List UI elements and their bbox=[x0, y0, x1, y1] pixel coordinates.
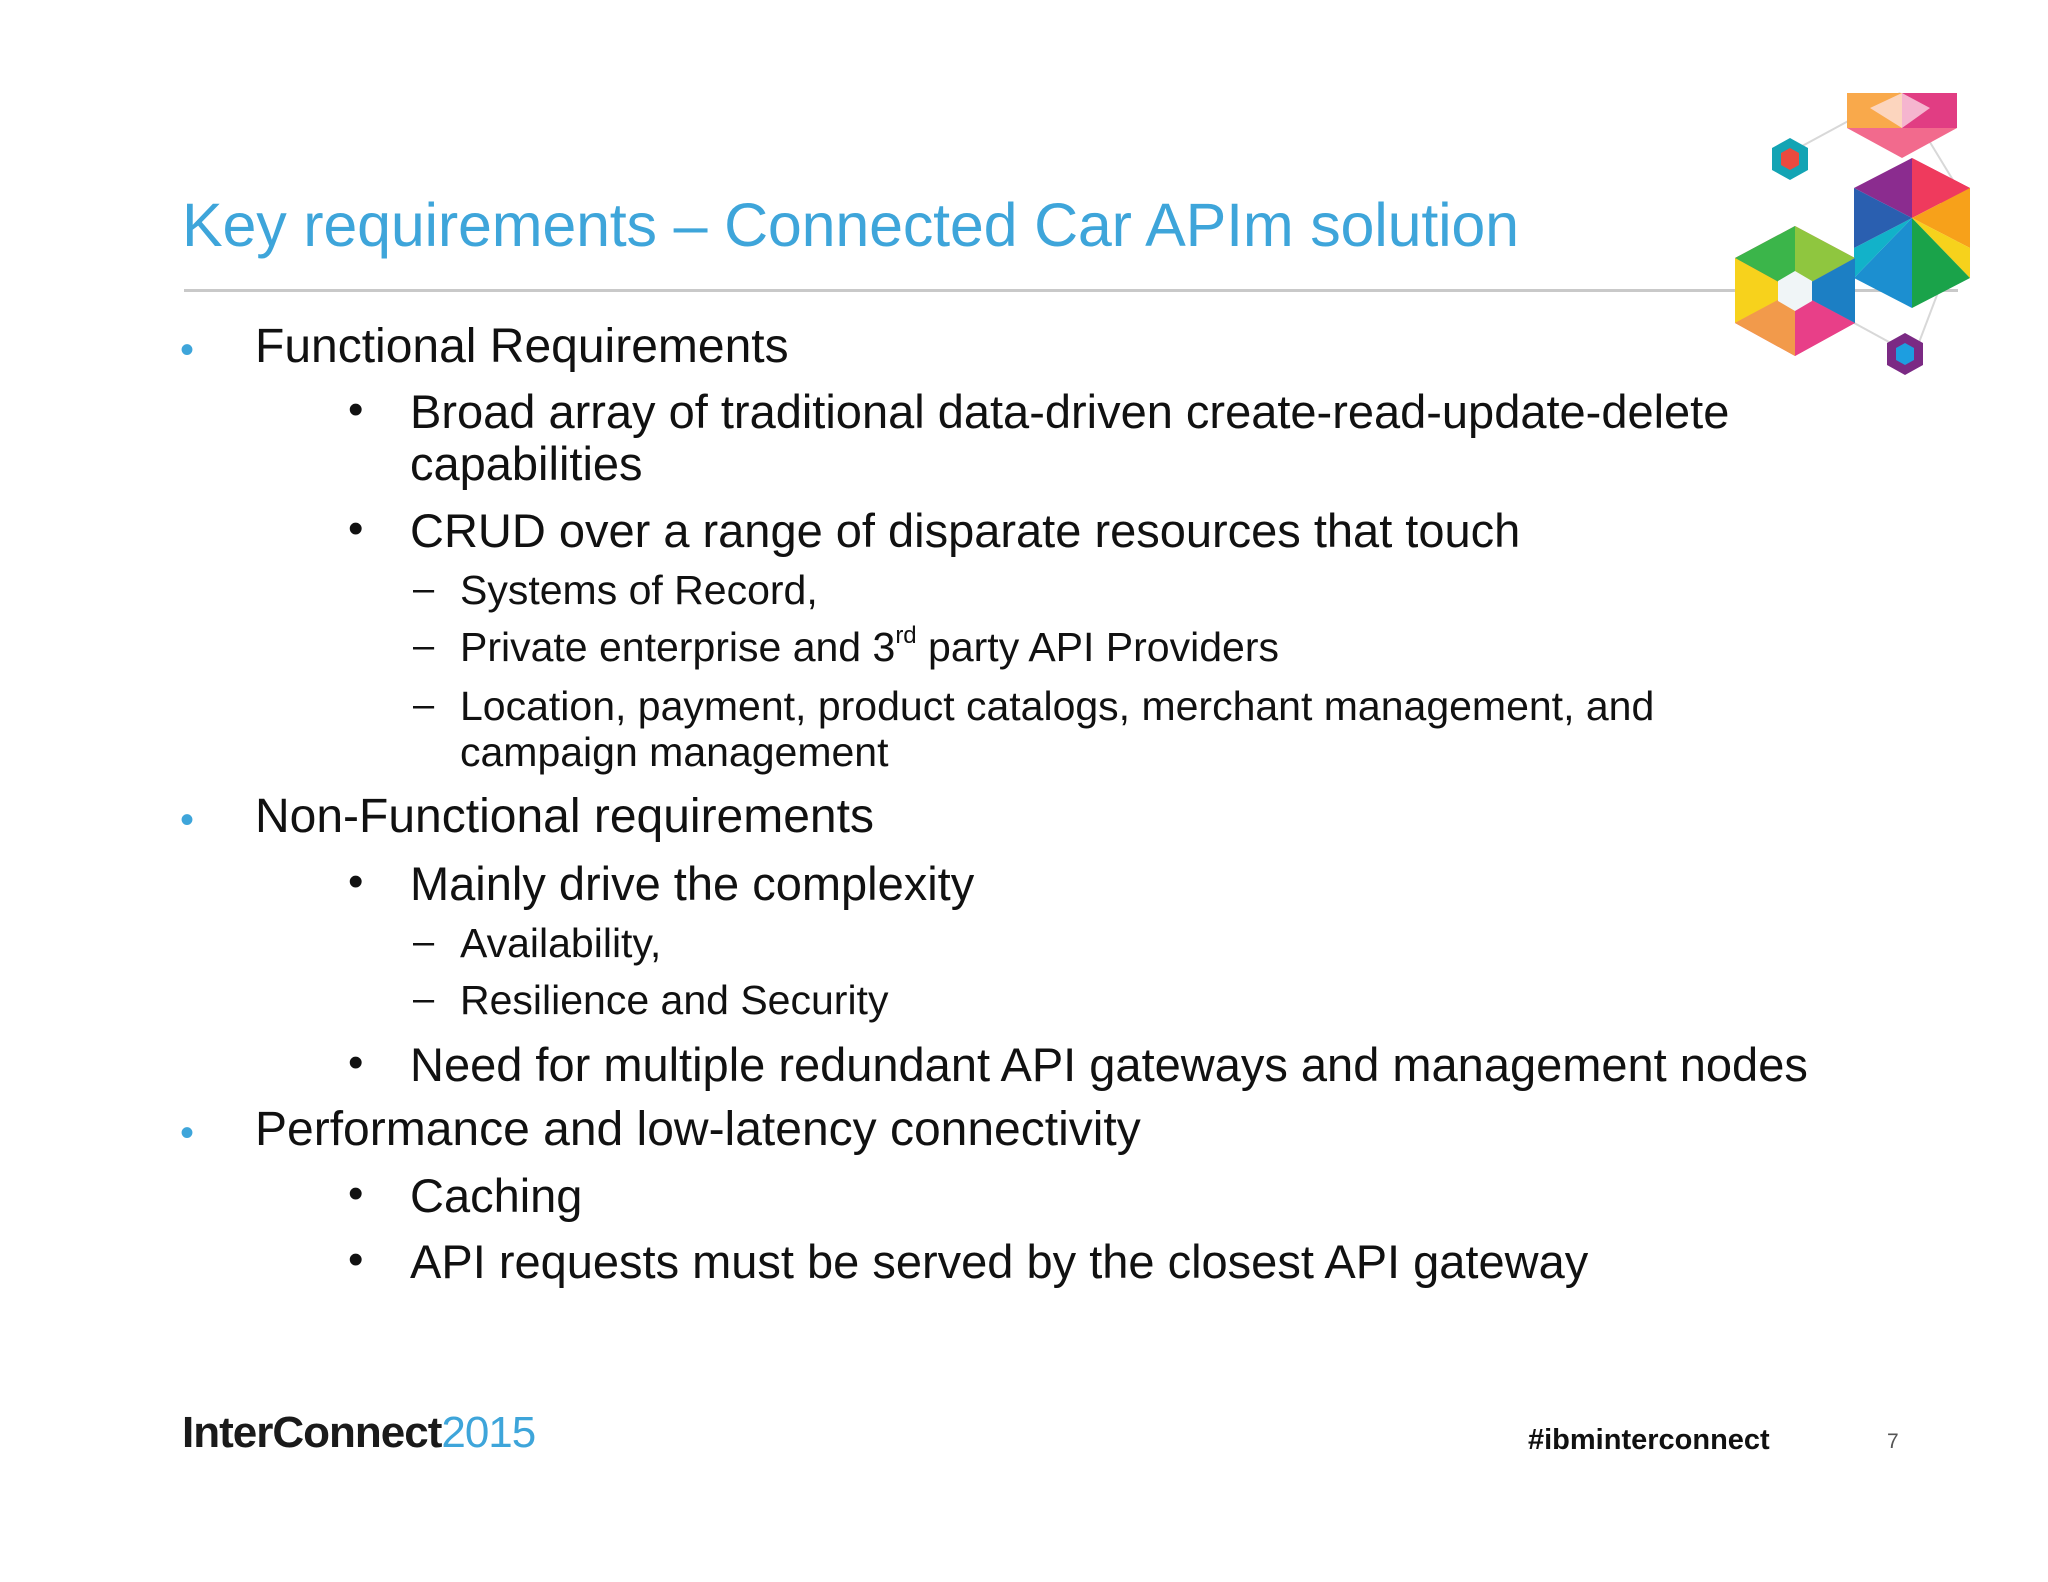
section-heading: Functional Requirements bbox=[255, 320, 789, 373]
bullet-marker: • bbox=[348, 1169, 364, 1218]
title-divider bbox=[184, 289, 1958, 292]
logo-brand-text: InterConnect bbox=[182, 1408, 442, 1457]
dash-marker: – bbox=[413, 921, 435, 963]
list-item: CRUD over a range of disparate resources that touch bbox=[410, 504, 1521, 557]
sub-list-item: Resilience and Security bbox=[460, 977, 889, 1023]
dash-marker: – bbox=[413, 625, 435, 667]
slide-title: Key requirements – Connected Car APIm solution bbox=[182, 191, 1519, 259]
sub-list-item: Location, payment, product catalogs, merchant management, and bbox=[460, 683, 1655, 729]
list-item-continuation: capabilities bbox=[410, 437, 643, 490]
list-item: API requests must be served by the closest API gateway bbox=[410, 1235, 1589, 1288]
sub-list-item: Systems of Record, bbox=[460, 567, 818, 613]
hexagon-rainbow bbox=[1854, 158, 1970, 308]
dash-marker: – bbox=[413, 978, 435, 1020]
list-item: Broad array of traditional data-driven create-read-update-delete bbox=[410, 385, 1730, 438]
page-number: 7 bbox=[1887, 1430, 1899, 1453]
bullet-marker: • bbox=[348, 1235, 364, 1284]
bullet-marker: • bbox=[348, 385, 364, 434]
sub-item-text: party API Providers bbox=[916, 624, 1279, 670]
superscript-text: rd bbox=[895, 622, 917, 649]
sub-list-item-continuation: campaign management bbox=[460, 729, 889, 775]
bullet-marker: • bbox=[348, 1038, 364, 1087]
hexagon-small-teal bbox=[1772, 138, 1808, 180]
hexagon-small-purple bbox=[1887, 333, 1923, 375]
dash-marker: – bbox=[413, 568, 435, 610]
sub-item-text: Private enterprise and 3 bbox=[460, 624, 896, 670]
list-item: Caching bbox=[410, 1169, 583, 1222]
bullet-marker: • bbox=[348, 504, 364, 553]
logo-year-text: 2015 bbox=[441, 1408, 536, 1457]
hexagon-top bbox=[1847, 93, 1957, 158]
interconnect-logo bbox=[182, 1408, 535, 1458]
section-heading: Performance and low-latency connectivity bbox=[255, 1103, 1141, 1156]
bullet-marker: • bbox=[180, 1111, 195, 1155]
hexagon-cluster-graphic bbox=[1720, 88, 1970, 388]
dash-marker: – bbox=[413, 684, 435, 726]
section-heading: Non-Functional requirements bbox=[255, 790, 874, 843]
list-item: Mainly drive the complexity bbox=[410, 857, 975, 910]
bullet-marker: • bbox=[348, 857, 364, 906]
bullet-marker: • bbox=[180, 798, 195, 842]
list-item: Need for multiple redundant API gateways and management nodes bbox=[410, 1038, 1808, 1091]
sub-list-item: Availability, bbox=[460, 920, 662, 966]
bullet-marker: • bbox=[180, 328, 195, 372]
footer-hashtag: #ibminterconnect bbox=[1528, 1424, 1770, 1456]
hexagon-left bbox=[1735, 226, 1855, 356]
sub-list-item bbox=[460, 622, 1279, 670]
